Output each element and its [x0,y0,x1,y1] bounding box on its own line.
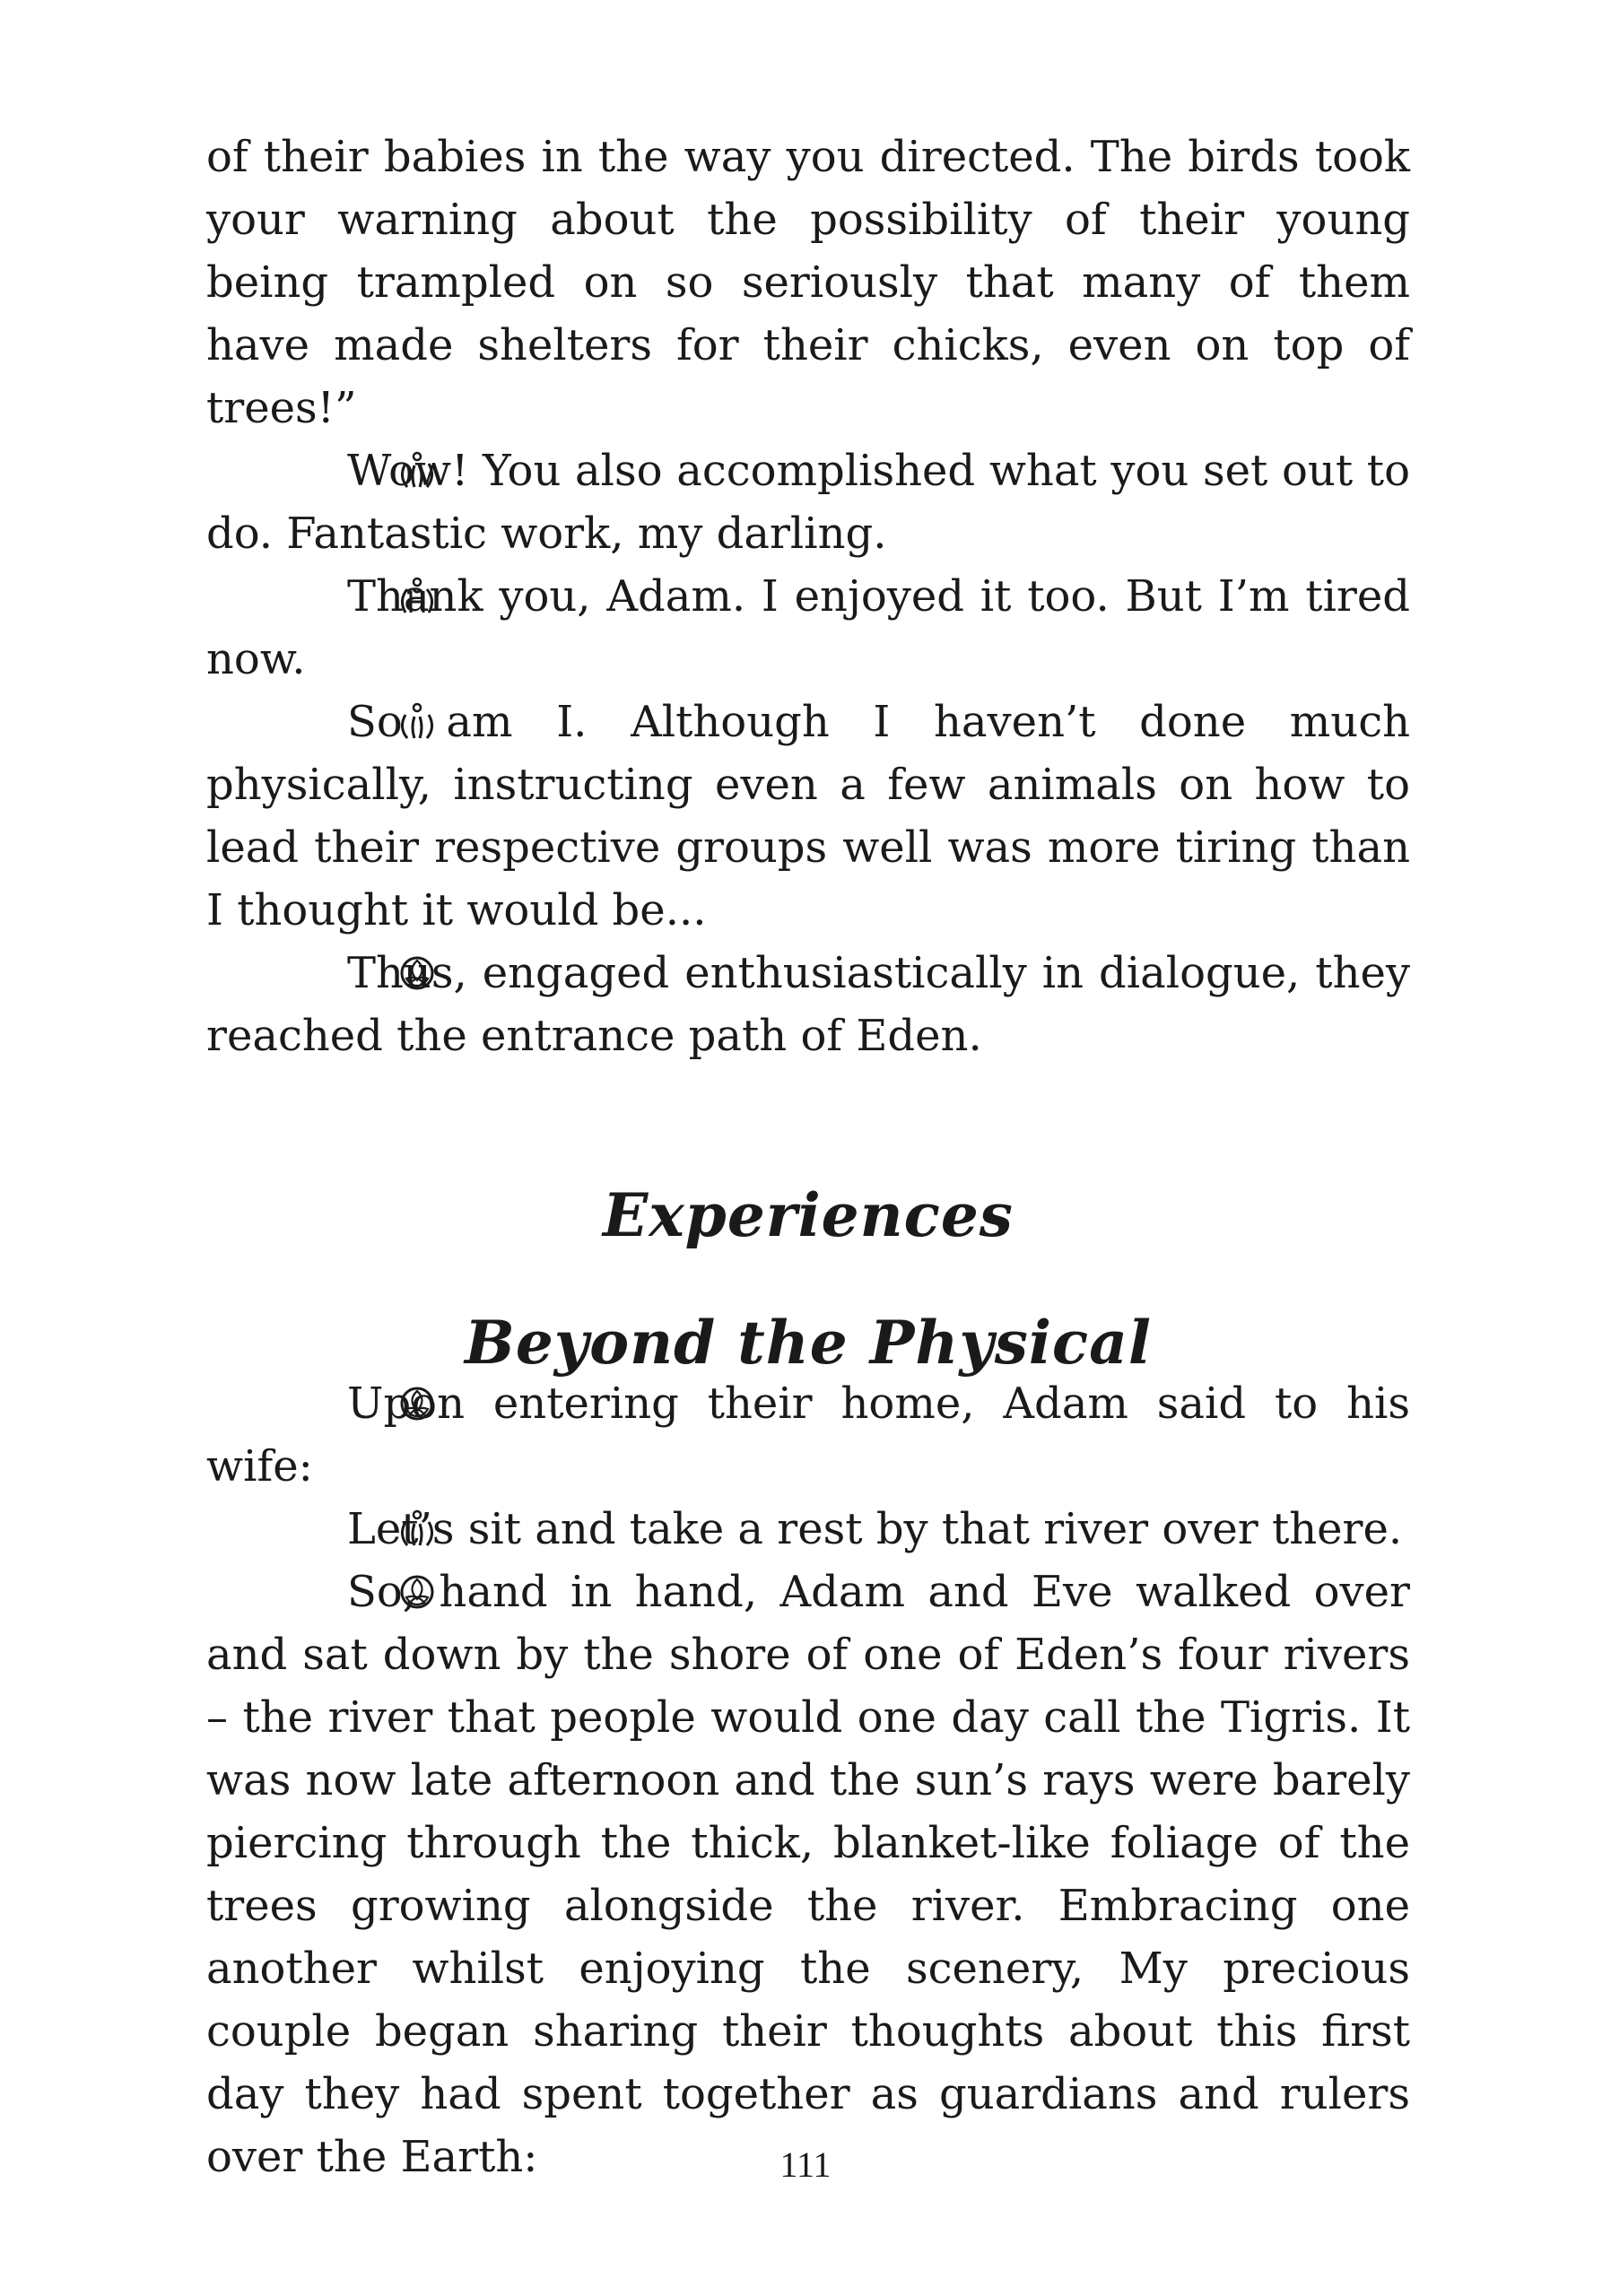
paragraph: Wow! You also accomplished what you set out to do. Fantastic work, my darling. [206,446,1410,559]
paragraph: of their babies in the way you directed. The birds took your warning about the possibility of their young being trampled on so seriously that many of them have made shelters for their chicks, even on top of trees!” [206,132,1410,433]
paragraph: Upon entering their home, Adam said to his wife: [206,1378,1410,1492]
narrator-trinity-icon [300,1378,345,1417]
text-block-top [206,126,1410,1067]
narrator-trinity-icon [300,1566,345,1605]
eve-speaker-icon [300,570,345,610]
paragraph: Thank you, Adam. I enjoyed it too. But I’m tired now. [206,571,1410,684]
chapter-heading-line2: Beyond the Physical [465,1308,1152,1378]
page-number: 111 [779,2144,832,2185]
narrator-trinity-icon [300,947,345,987]
text-block-bottom [206,1372,1410,2188]
paragraph: Thus, engaged enthusiastically in dialogue, they reached the entrance path of Eden. [206,948,1410,1061]
adam-speaker-icon [300,445,345,484]
chapter-heading-line1: Experiences [603,1180,1014,1250]
paragraph: So, hand in hand, Adam and Eve walked over and sat down by the shore of one of Eden’s four rivers – the river that people would one day call the Tigris. It was now late afternoon and the sun’s rays were barely piercing through the thick, blanket-like foliage of the trees growing alongside the river. Embracing one another whilst enjoying the scenery, My precious couple began sharing their thoughts about this first day they had spent together as guardians and rulers over the Earth: [206,1567,1410,2182]
paragraph: So am I. Although I haven’t done much physically, instructing even a few animals on how to lead their respective groups well was more tiring than I thought it would be... [206,697,1410,935]
adam-speaker-icon [300,696,345,735]
paragraph: Let’s sit and take a rest by that river over there. [206,1498,1410,1561]
adam-speaker-icon [300,1503,345,1543]
